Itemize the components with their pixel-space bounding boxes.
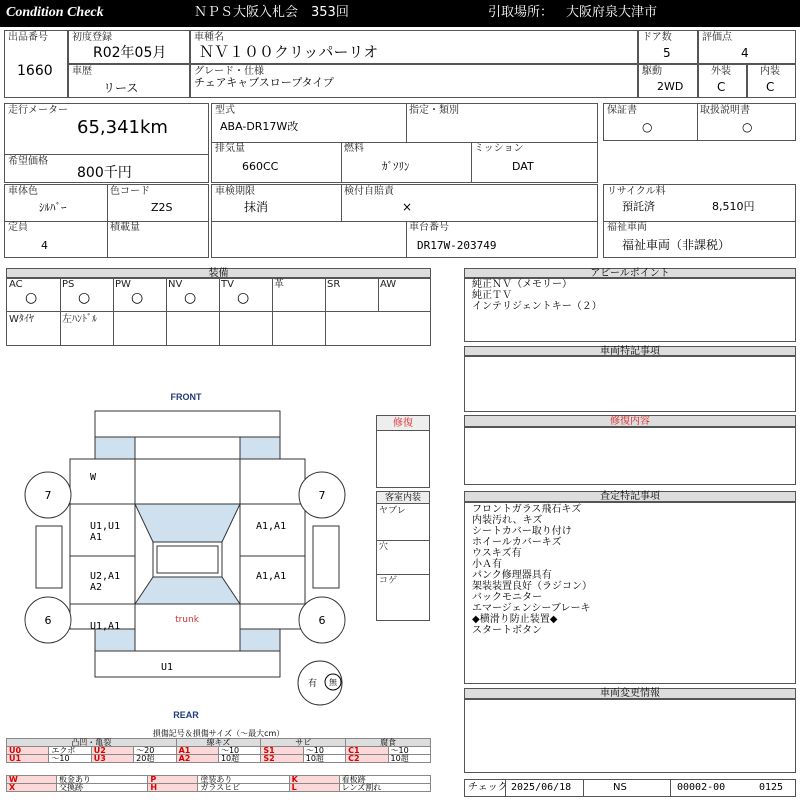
exterior-value: C [717, 80, 726, 94]
trunk-label: trunk [175, 615, 199, 625]
type-label: 型式 [215, 105, 235, 116]
tire-rear-left: 6 [44, 614, 52, 627]
warranty-mark: ○ [642, 120, 653, 134]
type-value: ABA-DR17W改 [220, 120, 299, 133]
recycle-fee: 8,510円 [712, 200, 755, 213]
doors-value: 5 [663, 46, 671, 60]
interior-grade-cell [747, 64, 796, 98]
mileage-price-cell [4, 103, 209, 183]
legend-desc: 塗装あり [198, 776, 289, 784]
repair-legend-table [6, 775, 431, 792]
equipment-nv-mark: ○ [184, 290, 197, 306]
form-code: 00002-00 [677, 782, 726, 793]
change-info-header: 車両変更情報 [464, 688, 796, 699]
note-line: ホイールカバーキズ [472, 537, 562, 548]
inspector-notes-box [464, 502, 796, 684]
rating-label: 評価点 [702, 32, 732, 43]
legend-code: L [289, 784, 339, 792]
legend-title: 損傷記号＆損傷サイズ（〜最大cm） [152, 729, 285, 738]
first-reg-label: 初度登録 [72, 32, 112, 43]
note-line: 架装装置良好（ラジコン） [472, 581, 592, 592]
equipment-tv-label: TV [221, 279, 234, 290]
doors-label: ドア数 [642, 32, 672, 43]
legend-desc: エクボ [49, 747, 91, 755]
check-label: チェック [468, 782, 508, 793]
inspector-code: NS [613, 782, 627, 793]
model-cell [190, 30, 638, 64]
legend-code: U3 [91, 755, 133, 763]
first-reg-value: R02年05月 [93, 45, 167, 61]
capacity-value: 4 [41, 239, 48, 252]
warranty-label: 保証書 [607, 105, 637, 116]
repair-box [376, 415, 430, 488]
equipment-left-hand-label: 左ﾊﾝﾄﾞﾙ [62, 314, 97, 325]
note-line: パンク修理器具有 [472, 570, 552, 581]
legend-desc: 板金あり [57, 776, 148, 784]
legend-desc: 10超 [218, 755, 260, 763]
appeal-line: インテリジェントキー（２） [472, 301, 602, 312]
designation-label: 指定・類別 [409, 105, 459, 116]
damage-legend-table [6, 738, 431, 763]
grade-value: チェアキャブスロープタイプ [194, 76, 334, 89]
repair-label: 修復 [377, 416, 429, 431]
inspector-notes-header: 査定特記事項 [464, 491, 796, 502]
equipment-nv-label: NV [168, 279, 183, 290]
lot-cell [4, 30, 68, 98]
note-line: ◆横滑り防止装置◆ [472, 614, 558, 625]
damage-left-quarter: U1,A1 [90, 621, 121, 632]
check-footer [464, 779, 796, 797]
legend-desc: 10超 [388, 755, 430, 763]
appeal-header: アピールポイント [464, 268, 796, 278]
equipment-ac-label: AC [9, 279, 23, 290]
interior-grade-label: 内装 [760, 66, 780, 77]
rear-label: REAR [173, 710, 199, 720]
drive-cell [638, 64, 698, 98]
legend-desc: 〜10 [303, 747, 345, 755]
appeal-line: 純正ＮＶ（メモリー） [472, 279, 572, 290]
legend-desc: 交換跡 [57, 784, 148, 792]
legend-code: A1 [176, 747, 218, 755]
damage-hood-left: W [90, 472, 97, 483]
rating-cell [698, 30, 796, 64]
mileage-label: 走行メーター [8, 105, 68, 116]
damage-right-front-door: A1,A1 [256, 521, 287, 532]
history-cell [68, 64, 190, 98]
legend-code: U0 [7, 747, 49, 755]
equipment-leather-label: 革 [274, 279, 284, 290]
color-capacity-cell [4, 184, 209, 258]
legend-code: S1 [261, 747, 303, 755]
displacement-label: 排気量 [215, 143, 245, 154]
legend-code: X [7, 784, 57, 792]
model-label: 車種名 [194, 32, 224, 43]
equipment-ps-mark: ○ [78, 290, 91, 306]
inspection-label: 車検期限 [215, 186, 255, 197]
inspection-chassis-cell [211, 184, 598, 258]
note-line: 小Ａ有 [472, 559, 502, 570]
legend-group-corrosion: 腐食 [346, 739, 431, 747]
damage-rear-bumper: U1 [161, 662, 174, 673]
damage-left-rear-door: U2,A1 [90, 571, 121, 582]
equipment-aw-label: AW [380, 279, 397, 290]
legend-desc: レンズ割れ [339, 784, 430, 792]
chassis-label: 車台番号 [409, 222, 449, 233]
recycle-label: リサイクル料 [607, 186, 666, 197]
equipment-pw-mark: ○ [131, 290, 144, 306]
drive-label: 駆動 [642, 66, 662, 77]
liability-value: × [402, 200, 413, 214]
pickup-location: 大阪府泉大津市 [566, 5, 658, 20]
form-title: Condition Check [6, 5, 104, 20]
rating-value: 4 [741, 46, 749, 60]
legend-code: C1 [346, 747, 388, 755]
legend-group-scratch: 線キズ [176, 739, 261, 747]
legend-code: K [289, 776, 339, 784]
fuel-value: ｶﾞｿﾘﾝ [382, 160, 410, 173]
history-label: 車歴 [72, 66, 92, 77]
equipment-w-tire-label: Wﾀｲﾔ [9, 314, 34, 325]
interior-burn-label: コゲ [379, 576, 398, 586]
load-label: 積載量 [110, 222, 140, 233]
mileage-value: 65,341km [77, 117, 168, 138]
color-label: 車体色 [8, 186, 38, 197]
drive-value: 2WD [657, 80, 684, 93]
inspection-value: 抹消 [244, 200, 269, 214]
note-line: バックモニター [472, 592, 542, 603]
color-code-label: 色コード [110, 186, 150, 197]
equipment-ac-mark: ○ [25, 290, 38, 306]
color-code-value: Z2S [151, 201, 173, 214]
change-info-box [464, 699, 796, 773]
color-value: ｼﾙﾊﾞｰ [39, 201, 67, 214]
note-line: 内装汚れ、キズ [472, 515, 543, 526]
spare-tire-status: 無 [329, 678, 337, 687]
repair-details-box [464, 427, 796, 485]
interior-hole-label: 穴 [379, 542, 389, 552]
legend-code: S2 [261, 755, 303, 763]
interior-damage-box [376, 491, 430, 621]
special-notes-header: 車両特記事項 [464, 346, 796, 356]
interior-damage-title: 客室内装 [377, 492, 429, 504]
exterior-cell [698, 64, 747, 98]
recycle-status: 預託済 [622, 200, 655, 213]
price-value: 800千円 [77, 165, 132, 181]
legend-code: P [148, 776, 198, 784]
legend-desc: 〜10 [49, 755, 91, 763]
legend-desc: 看板跡 [339, 776, 430, 784]
grade-cell [190, 64, 638, 98]
equipment-header: 装備 [6, 268, 431, 278]
repair-details-header: 修復内容 [464, 415, 796, 427]
auction-name: ＮＰＳ大阪入札会 353回 [194, 5, 349, 20]
note-line: シートカバー取り付け [472, 526, 572, 537]
note-line: エマージェンシーブレーキ [472, 603, 591, 614]
tire-front-left: 7 [44, 489, 52, 502]
manual-label: 取扱説明書 [700, 105, 750, 116]
front-label: FRONT [170, 392, 202, 402]
fuel-label: 燃料 [344, 143, 364, 154]
note-line: スタートボタン [472, 625, 542, 636]
recycle-welfare-cell [603, 184, 796, 258]
exterior-label: 外装 [711, 66, 731, 77]
history-value: リース [103, 81, 139, 95]
mission-value: DAT [512, 160, 534, 173]
appeal-line: 純正ＴＶ [472, 290, 512, 301]
legend-code: H [148, 784, 198, 792]
tire-rear-right: 6 [318, 614, 326, 627]
displacement-value: 660CC [242, 160, 279, 173]
equipment-ps-label: PS [62, 279, 75, 290]
legend-code: A2 [176, 755, 218, 763]
legend-group-dent: 凸凹・亀裂 [7, 739, 177, 747]
appeal-box [464, 278, 796, 342]
liability-label: 検付自賠責 [344, 186, 394, 197]
price-label: 希望価格 [8, 156, 48, 167]
note-line: ウスキズ有 [472, 548, 522, 559]
damage-left-rear-door-2: A2 [90, 582, 103, 593]
legend-desc: 20超 [134, 755, 176, 763]
legend-code: U2 [91, 747, 133, 755]
doors-cell [638, 30, 698, 64]
title-bar [0, 0, 800, 27]
legend-desc: ガラスヒビ [198, 784, 289, 792]
special-notes-box [464, 356, 796, 412]
damage-left-front-door: U1,U1 [90, 521, 121, 532]
legend-code: C2 [346, 755, 388, 763]
grade-label: グレード・仕様 [194, 66, 264, 77]
lot-number: 1660 [17, 63, 53, 79]
mission-label: ミッション [474, 143, 524, 154]
equipment-tv-mark: ○ [237, 290, 250, 306]
manual-mark: ○ [742, 120, 753, 134]
equipment-pw-label: PW [115, 279, 131, 290]
welfare-label: 福祉車両 [607, 222, 647, 233]
legend-desc: 10超 [303, 755, 345, 763]
legend-desc: 〜20 [134, 747, 176, 755]
welfare-value: 福祉車両（非課税） [622, 238, 731, 252]
interior-grade-value: C [766, 80, 775, 94]
interior-tear-label: ヤブレ [379, 506, 406, 516]
spare-tire-prefix: 有 [307, 679, 317, 689]
legend-code: U1 [7, 755, 49, 763]
pickup-label: 引取場所： [488, 5, 554, 20]
damage-right-rear-door: A1,A1 [256, 571, 287, 582]
damage-left-front-door-2: A1 [90, 532, 103, 543]
tire-front-right: 7 [318, 489, 326, 502]
note-line: フロントガラス飛石キズ [472, 504, 582, 515]
check-date: 2025/06/18 [511, 782, 572, 793]
equipment-sr-label: SR [327, 279, 341, 290]
capacity-label: 定員 [8, 222, 28, 233]
legend-desc: 〜10 [388, 747, 430, 755]
equipment-table [6, 278, 431, 346]
legend-code: W [7, 776, 57, 784]
first-reg-cell [68, 30, 190, 64]
model-name: ＮＶ１００クリッパーリオ [199, 43, 379, 61]
spec-cell [211, 103, 598, 183]
legend-group-rust: サビ [261, 739, 346, 747]
lot-label: 出品番号 [8, 32, 48, 43]
documents-cell [603, 103, 796, 141]
chassis-number: DR17W-203749 [417, 239, 497, 252]
form-number: 0125 [759, 782, 784, 793]
legend-desc: 〜10 [218, 747, 260, 755]
